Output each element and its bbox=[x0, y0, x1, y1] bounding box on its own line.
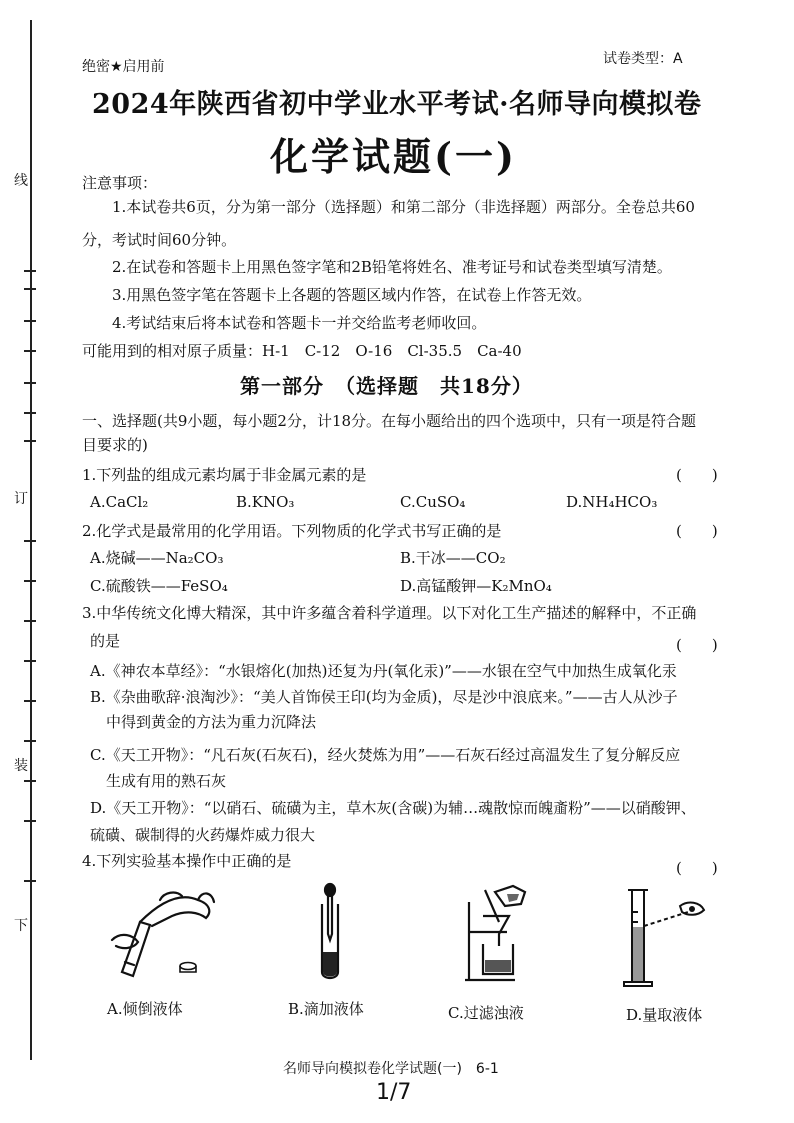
binding-mark-bind: 装 bbox=[14, 758, 28, 774]
figure-drop-liquid bbox=[305, 882, 355, 982]
q4-option-d: D.量取液体 bbox=[626, 1006, 703, 1024]
q4-option-b: B.滴加液体 bbox=[288, 1000, 364, 1018]
q4-option-a: A.倾倒液体 bbox=[107, 1000, 183, 1018]
atomic-mass-note: 可能用到的相对原子质量：H-1 C-12 O-16 Cl-35.5 Ca-40 bbox=[82, 342, 522, 360]
note-item-3: 3.用黑色签字笔在答题卡上各题的答题区域内作答，在试卷上作答无效。 bbox=[112, 286, 592, 304]
note-item-1: 1.本试卷共6页，分为第一部分（选择题）和第二部分（非选择题）两部分。全卷总共60 bbox=[112, 198, 695, 216]
q1-option-b: B.KNO₃ bbox=[236, 493, 295, 511]
q3-option-c-cont: 生成有用的熟石灰 bbox=[106, 772, 227, 790]
section-1-instruction-cont: 目要求的) bbox=[82, 436, 148, 454]
figure-filtration bbox=[455, 882, 555, 982]
binding-mark-line: 线 bbox=[14, 173, 28, 189]
q1-option-d: D.NH₄HCO₃ bbox=[566, 493, 658, 511]
q4-answer-blank[interactable]: ( ) bbox=[676, 859, 718, 877]
q3-stem: 3.中华传统文化博大精深，其中许多蕴含着科学道理。以下对化工生产描述的解释中，不正确 bbox=[82, 604, 697, 622]
q2-answer-blank[interactable]: ( ) bbox=[676, 522, 718, 540]
q3-option-a: A.《神农本草经》：“水银熔化(加热)还复为丹(氧化汞)”——水银在空气中加热生成氧化汞 bbox=[90, 662, 677, 680]
section-1-title: 第一部分 （选择题 共18分） bbox=[240, 374, 533, 398]
exam-title: 2024年陕西省初中学业水平考试·名师导向模拟卷 bbox=[92, 89, 702, 120]
note-item-4: 4.考试结束后将本试卷和答题卡一并交给监考老师收回。 bbox=[112, 314, 487, 332]
page-number: 1/7 bbox=[376, 1080, 412, 1105]
q3-option-b: B.《杂曲歌辞·浪淘沙》：“美人首饰侯王印(均为金质)，尽是沙中浪底来。”——古人从沙子 bbox=[90, 688, 678, 706]
section-1-instruction: 一、选择题(共9小题，每小题2分，计18分。在每小题给出的四个选项中，只有一项是符合题 bbox=[82, 412, 697, 430]
page-footer: 名师导向模拟卷化学试题(一) 6-1 bbox=[283, 1061, 499, 1077]
figure-measure-liquid bbox=[618, 882, 718, 992]
q2-option-c: C.硫酸铁——FeSO₄ bbox=[90, 577, 228, 595]
q1-option-c: C.CuSO₄ bbox=[400, 493, 466, 511]
exam-subtitle: 化学试题(一) bbox=[270, 134, 517, 179]
notes-heading: 注意事项： bbox=[82, 174, 158, 192]
q3-option-b-cont: 中得到黄金的方法为重力沉降法 bbox=[106, 713, 317, 731]
q1-answer-blank[interactable]: ( ) bbox=[676, 466, 718, 484]
note-item-2: 2.在试卷和答题卡上用黑色签字笔和2B铅笔将姓名、准考证号和试卷类型填写清楚。 bbox=[112, 258, 672, 276]
q4-option-c: C.过滤浊液 bbox=[448, 1004, 524, 1022]
binding-mark-below: 下 bbox=[14, 918, 28, 934]
binding-line bbox=[12, 20, 40, 1060]
binding-mark-order: 订 bbox=[14, 491, 28, 507]
q2-option-a: A.烧碱——Na₂CO₃ bbox=[90, 549, 224, 567]
q2-option-b: B.干冰——CO₂ bbox=[400, 549, 506, 567]
q1-option-a: A.CaCl₂ bbox=[90, 493, 149, 511]
q3-stem-cont: 的是 bbox=[90, 632, 121, 650]
figure-pour-liquid bbox=[100, 882, 220, 982]
note-item-1-cont: 分，考试时间60分钟。 bbox=[82, 231, 237, 249]
q1-stem: 1.下列盐的组成元素均属于非金属元素的是 bbox=[82, 466, 367, 484]
q3-answer-blank[interactable]: ( ) bbox=[676, 636, 718, 654]
q3-option-d: D.《天工开物》：“以硝石、硫磺为主，草木灰(含碳)为辅…魂散惊而魄齑粉”——以硝酸钾、 bbox=[90, 799, 696, 817]
q4-stem: 4.下列实验基本操作中正确的是 bbox=[82, 852, 292, 870]
q3-option-d-cont: 硫磺、碳制得的火药爆炸威力很大 bbox=[90, 826, 316, 844]
secret-label: 绝密★启用前 bbox=[82, 59, 165, 75]
q2-stem: 2.化学式是最常用的化学用语。下列物质的化学式书写正确的是 bbox=[82, 522, 502, 540]
q2-option-d: D.高锰酸钾—K₂MnO₄ bbox=[400, 577, 552, 595]
paper-type-label: 试卷类型：A bbox=[603, 51, 683, 67]
q3-option-c: C.《天工开物》：“凡石灰(石灰石)，经火焚炼为用”——石灰石经过高温发生了复分解反应 bbox=[90, 746, 681, 764]
